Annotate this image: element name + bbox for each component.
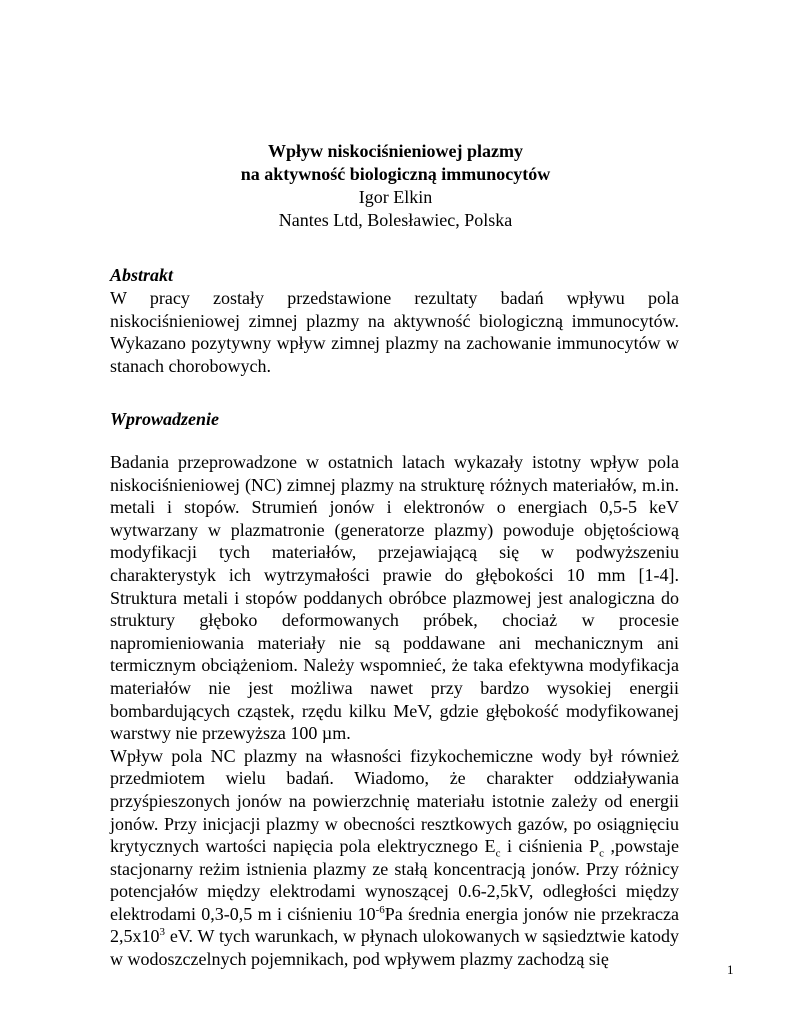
subscript-c-field: c [495, 847, 501, 860]
paragraph-2-text-a: Wpływ pola NC plazmy na własności fizykochemiczne wody był również przedmiotem wielu badań. Wiadomo, że charakter oddziaływania przyśpieszonych jonów na powierzchnię materiału istotnie zależy od energii jonów. Przy inicjacji plazmy w obecności resztkowych gazów, po osiągnięciu krytycznych wartości napięcia pola elektrycznego E [110, 745, 679, 857]
abstract-body [110, 287, 679, 377]
paragraph-2-text-d: Pa średnia energia jonów nie przekracza 2,5x10 [110, 903, 679, 947]
paragraph-2-text-e: eV. W tych warunkach, w płynach ulokowanych w sąsiedztwie katody w wodoszczelnych pojemnikach, pod wpływem plazmy zachodzą się [110, 926, 679, 970]
author-affiliation: Nantes Ltd, Bolesławiec, Polska [278, 210, 513, 230]
superscript-energy-exponent: 3 [159, 926, 165, 939]
introduction-paragraph-2 [110, 745, 679, 971]
abstract-paragraph: W pracy zostały przedstawione rezultaty badań wpływu pola niskociśnieniowej zimnej plazmy na aktywność biologiczną immunocytów. Wykazano pozytywny wpływ zimnej plazmy na zachowanie immunocytów w stanach chorobowych. [110, 288, 679, 376]
author-name: Igor Elkin [358, 187, 433, 207]
paper-title-line-1: Wpływ niskociśnieniowej plazmy [267, 141, 524, 161]
abstract-heading: Abstrakt [110, 265, 174, 285]
introduction-body [110, 451, 679, 971]
superscript-pressure-exponent: -6 [375, 903, 385, 916]
paper-title-line-2: na aktywność biologiczną immunocytów [240, 164, 551, 184]
title-block [110, 140, 681, 232]
subscript-c-pressure: c [599, 847, 604, 860]
introduction-paragraph-1: Badania przeprowadzone w ostatnich latach wykazały istotny wpływ pola niskociśnieniowej (NC) zimnej plazmy na strukturę różnych materiałów, m.in. metali i stopów. Strumień jonów i elektronów o energiach 0,5-5 keV wytwarzany w plazmatronie (generatorze plazmy) powoduje objętościową modyfikacji tych materiałów, przejawiającą się w podwyższeniu charakterystyk ich wytrzymałości prawie do głębokości 10 mm [1-4]. Struktura metali i stopów poddanych obróbce plazmowej jest analogiczna do struktury głęboko deformowanych próbek, chociaż w procesie napromieniowania materiały nie są poddawane ani mechanicznym ani termicznym obciążeniom. Należy wspomnieć, że taka efektywna modyfikacja materiałów nie jest możliwa nawet przy bardzo wysokiej energii bombardujących cząstek, rzędu kilku MeV, gdzie głębokość modyfikowanej warstwy nie przewyższa 100 µm. [110, 452, 679, 744]
introduction-heading: Wprowadzenie [110, 409, 220, 429]
paragraph-2-text-c: ,powstaje stacjonarny reżim istnienia plazmy ze stałą koncentracją jonów. Przy różnicy potencjałów między elektrodami wynoszącej 0.6-2,5kV, odległości między elektrodami 0,3-0,5 m i ciśnieniu 10 [110, 836, 679, 924]
paragraph-2-text-b: i ciśnienia P [500, 836, 600, 857]
page-number: 1 [727, 962, 734, 977]
